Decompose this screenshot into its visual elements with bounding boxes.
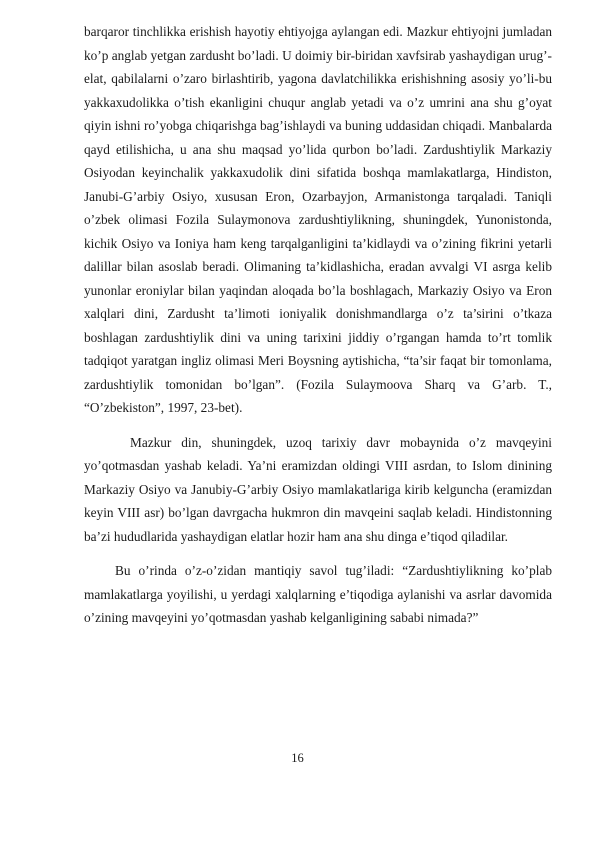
paragraph-2: Mazkur din, shuningdek, uzoq tarixiy davr mobaynida o’z mavqeyini yo’qotmasdan yashab keladi. Ya’ni eramizdan oldingi VIII asrdan, to Islom dinining Markaziy Osiyo va Janubiy-G’arbiy Osiyo mamlakatlariga kirib kelguncha (eramizdan keyin VIII asr) bo’lgan davrgacha hukmron din mavqeini saqlab keladi. Hindistonning ba’zi hududlarida yashaydigan elatlar hozir ham ana shu dinga e’tiqod qiladilar. — [84, 434, 552, 544]
page-number: 16 — [291, 751, 304, 765]
body-text — [84, 20, 552, 630]
paragraph-1: barqaror tinchlikka erishish hayotiy ehtiyojga aylangan edi. Mazkur ehtiyojni jumladan ko’p anglab yetgan zardusht bo’ladi. U doimiy bir-biridan xavfsirab yashaydigan urug’-elat, qabilalarni o’zaro birlashtirib, yagona davlatchilikka erishishning asosiy yo’li-bu yakkaxudolikka o’tish ekanligini chuqur anglab yetadi va o’z umrini ana shu g’oyat qiyin ishni ro’yobga chiqarishga bag’ishlaydi va buning uddasidan chiqadi. Manbalarda qayd etilishicha, u ana shu maqsad yo’lida qurbon bo’ladi. Zardushtiylik Markaziy Osiyodan keyinchalik yakkaxudolik dini sifatida boshqa mamlakatlarga, Hindiston, Janubi-G’arbiy Osiyo, xususan Eron, Ozarbayjon, Armanistonga tarqaladi. Taniqli o’zbek olimasi Fozila Sulaymonova zardushtiylikning, shuningdek, Yunonistonda, kichik Osiyo va Ioniya ham keng tarqalganligini ta’kidlaydi va o’zining fikrini yetarli dalillar bilan asoslab beradi. Olimaning ta’kidlashicha, eradan avvalgi VI asrga kelib yunonlar eroniylar bilan yaqindan aloqada bo’la boshlagach, Markaziy Osiyo va Eron xalqlari dini, Zardusht ta’limoti ioniyalik donishmandlarga o’z ta’sirini o’tkaza boshlagan zardushtiylik dini va uning tarixini jiddiy o’rgangan hamda to’rt tomlik tadqiqot yaratgan ingliz olimasi Meri Boysning aytishicha, “ta’sir faqat bir tomonlama, zardushtiylik tomonidan bo’lgan”. (Fozila Sulaymoova Sharq va G’arb. T., “O’zbekiston”, 1997, 23-bet). — [84, 24, 552, 415]
paragraph-3: Bu o’rinda o’z-o’zidan mantiqiy savol tug’iladi: “Zardushtiylikning ko’plab mamlakatlarga yoyilishi, u yerdagi xalqlarning e’tiqodiga aylanishi va asrlar davomida o’zining mavqeyini yo’qotmasdan yashab kelganligining sababi nimada?” — [84, 563, 552, 625]
